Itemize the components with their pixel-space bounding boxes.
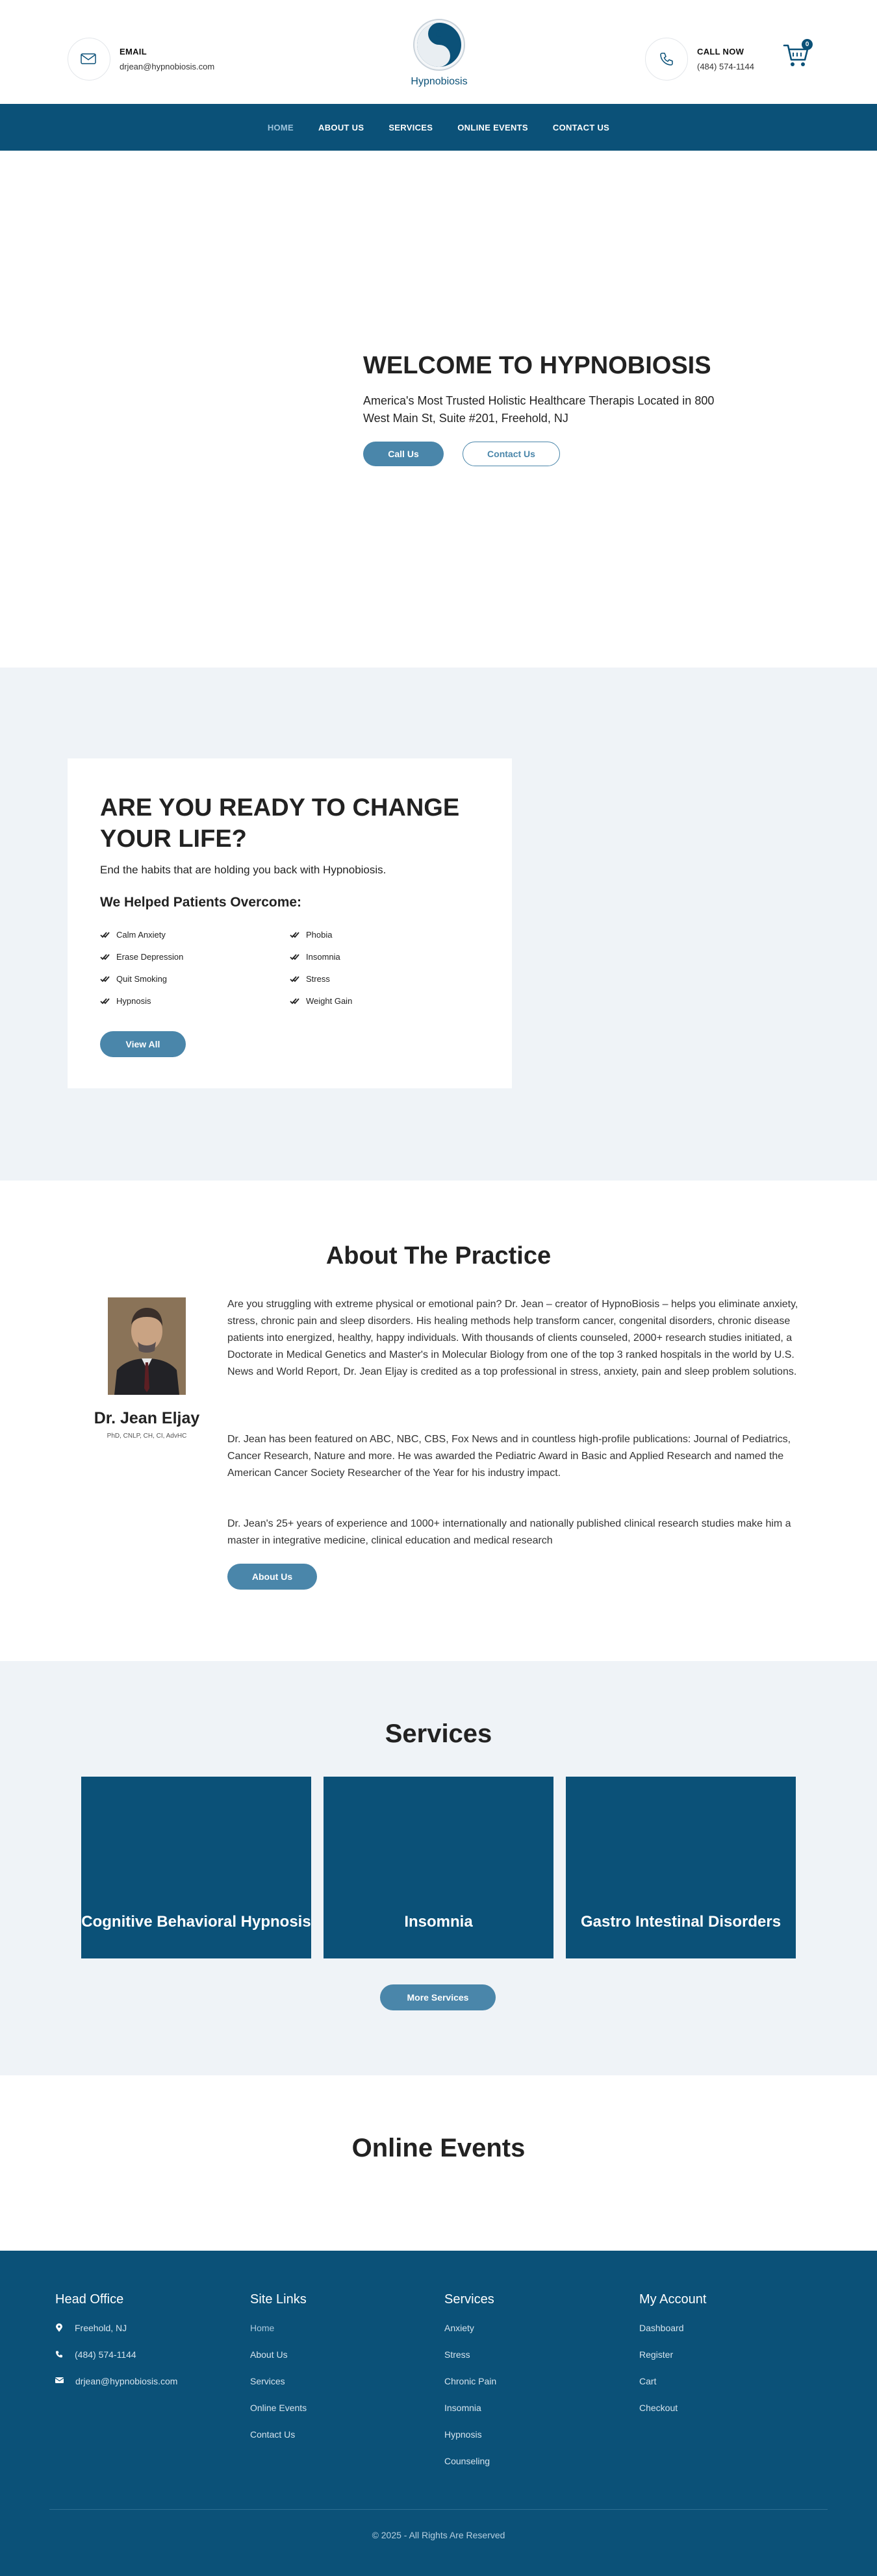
doctor-photo-icon xyxy=(108,1297,186,1395)
footer-heading: Services xyxy=(444,2292,494,2307)
footer-divider xyxy=(49,2509,828,2510)
site-header xyxy=(0,0,877,104)
site-footer xyxy=(0,2251,877,2576)
doctor-portrait xyxy=(108,1297,186,1395)
header-phone-block xyxy=(645,38,754,81)
condition-item xyxy=(290,974,330,984)
cart-button[interactable] xyxy=(783,43,811,69)
service-card[interactable] xyxy=(81,1777,311,1958)
condition-item xyxy=(100,996,151,1006)
double-check-icon xyxy=(290,953,299,961)
header-email-block xyxy=(68,38,214,81)
double-check-icon xyxy=(290,931,299,939)
service-card[interactable] xyxy=(324,1777,553,1958)
condition-item xyxy=(290,996,352,1006)
ready-title: ARE YOU READY TO CHANGE YOUR LIFE? xyxy=(100,794,460,853)
footer-link-services[interactable]: Services xyxy=(250,2376,285,2386)
nav-home[interactable]: HOME xyxy=(267,122,294,132)
footer-site-links xyxy=(250,2292,307,2456)
service-card-title: Insomnia xyxy=(404,1913,473,1931)
doctor-credentials: PhD, CNLP, CH, CI, AdvHC xyxy=(107,1432,187,1440)
ready-section xyxy=(0,668,877,1181)
online-events-title: Online Events xyxy=(351,2134,526,2162)
footer-phone[interactable] xyxy=(55,2349,177,2376)
footer-link-stress[interactable]: Stress xyxy=(444,2349,470,2360)
double-check-icon xyxy=(290,975,299,983)
nav-contact-us[interactable]: CONTACT US xyxy=(552,122,610,132)
condition-item xyxy=(100,952,183,962)
contact-us-button[interactable]: Contact Us xyxy=(463,442,560,466)
footer-link-dashboard[interactable]: Dashboard xyxy=(639,2323,684,2333)
service-card-title: Cognitive Behavioral Hypnosis xyxy=(81,1913,311,1931)
double-check-icon xyxy=(100,931,110,939)
footer-link-online-events[interactable]: Online Events xyxy=(250,2403,307,2413)
footer-email-text: drjean@hypnobiosis.com xyxy=(75,2376,178,2386)
nav-about-us[interactable]: ABOUT US xyxy=(318,122,364,132)
about-paragraph: Are you struggling with extreme physical or emotional pain? Dr. Jean – creator of HypnoBiosis – helps you eliminate anxiety, stress, chronic pain and sleep disorders. His healing methods help transform cancer, congenital disorders, chronic disease patients into energized, healthy, happy individuals. With thousands of clients counseled, 2000+ research studies initiated, a Doctorate in Medical Genetics and Master's in Molecular Biology from one of the top 3 ranked hospitals in the world by U.S. News and World Report, Dr. Jean Eljay is credited as a top professional in stress, anxiety, pain and sleep problem solutions. xyxy=(227,1299,798,1377)
double-check-icon xyxy=(100,975,110,983)
cart-count-badge: 0 xyxy=(802,39,813,50)
footer-link-insomnia[interactable]: Insomnia xyxy=(444,2403,481,2413)
main-nav xyxy=(0,104,877,151)
online-events-section xyxy=(0,2075,877,2251)
nav-online-events[interactable]: ONLINE EVENTS xyxy=(457,122,528,132)
ready-subheading: We Helped Patients Overcome: xyxy=(100,895,302,910)
footer-link-hypnosis[interactable]: Hypnosis xyxy=(444,2429,482,2440)
condition-label: Insomnia xyxy=(306,952,340,962)
about-paragraph: Dr. Jean has been featured on ABC, NBC, CBS, Fox News and in countless high-profile publications: Journal of Pediatrics, Cancer Research, Nature and more. He was awarded the Pediatric Award in Basic and Applied Research and named the American Cancer Society Researcher of the Year for his industry impact. xyxy=(227,1434,791,1479)
footer-services xyxy=(444,2292,496,2482)
copyright-text: © 2025 - All Rights Are Reserved xyxy=(372,2530,505,2540)
condition-label: Erase Depression xyxy=(116,952,184,962)
condition-item xyxy=(100,974,167,984)
footer-location-text: Freehold, NJ xyxy=(75,2323,127,2333)
services-title: Services xyxy=(385,1719,492,1748)
footer-location xyxy=(55,2323,177,2349)
footer-email[interactable] xyxy=(55,2376,177,2403)
nav-services[interactable]: SERVICES xyxy=(388,122,433,132)
footer-link-counseling[interactable]: Counseling xyxy=(444,2456,490,2466)
about-title: About The Practice xyxy=(325,1242,552,1269)
envelope-icon xyxy=(55,2377,64,2384)
yin-yang-logo-icon xyxy=(413,18,466,71)
double-check-icon xyxy=(290,997,299,1005)
about-paragraph: Dr. Jean's 25+ years of experience and 1000+ internationally and nationally published clinical research studies make him a master in integrative medicine, clinical education and medical research xyxy=(227,1518,791,1546)
double-check-icon xyxy=(100,997,110,1005)
condition-item xyxy=(100,930,166,940)
condition-label: Weight Gain xyxy=(306,996,353,1006)
hero-title: WELCOME TO HYPNOBIOSIS xyxy=(363,352,711,379)
services-section xyxy=(0,1661,877,2075)
hero-subtitle: America's Most Trusted Holistic Healthcare Therapis Located in 800 West Main St, Suite #201, Freehold, NJ xyxy=(363,394,715,425)
footer-link-anxiety[interactable]: Anxiety xyxy=(444,2323,474,2333)
envelope-icon xyxy=(68,38,110,81)
call-value[interactable]: (484) 574-1144 xyxy=(697,62,754,71)
more-services-button[interactable]: More Services xyxy=(380,1984,496,2010)
ready-card xyxy=(68,758,512,1088)
double-check-icon xyxy=(100,953,110,961)
condition-label: Quit Smoking xyxy=(116,974,168,984)
call-us-button[interactable]: Call Us xyxy=(363,442,444,466)
footer-heading: Site Links xyxy=(250,2292,307,2307)
about-us-button[interactable]: About Us xyxy=(227,1564,317,1590)
service-card-title: Gastro Intestinal Disorders xyxy=(580,1913,782,1931)
footer-link-checkout[interactable]: Checkout xyxy=(639,2403,678,2413)
footer-heading: Head Office xyxy=(55,2292,124,2307)
condition-label: Stress xyxy=(306,974,330,984)
condition-label: Phobia xyxy=(306,930,333,940)
phone-icon xyxy=(645,38,688,81)
footer-link-about-us[interactable]: About Us xyxy=(250,2349,288,2360)
condition-label: Hypnosis xyxy=(116,996,151,1006)
about-section xyxy=(0,1181,877,1661)
footer-link-contact-us[interactable]: Contact Us xyxy=(250,2429,296,2440)
service-card[interactable] xyxy=(566,1777,796,1958)
condition-item xyxy=(290,930,332,940)
view-all-button[interactable]: View All xyxy=(100,1031,186,1057)
doctor-name: Dr. Jean Eljay xyxy=(94,1409,200,1427)
site-logo[interactable] xyxy=(408,18,470,88)
ready-description: End the habits that are holding you back with Hypnobiosis. xyxy=(100,864,387,876)
footer-phone-text: (484) 574-1144 xyxy=(75,2349,136,2360)
footer-my-account xyxy=(639,2292,706,2429)
hero-section xyxy=(0,151,877,668)
condition-item xyxy=(290,952,340,962)
footer-link-chronic-pain[interactable]: Chronic Pain xyxy=(444,2376,497,2386)
footer-link-register[interactable]: Register xyxy=(639,2349,674,2360)
email-label: EMAIL xyxy=(120,47,147,56)
logo-name: Hypnobiosis xyxy=(411,76,468,87)
call-label: CALL NOW xyxy=(697,47,744,56)
footer-link-cart[interactable]: Cart xyxy=(639,2376,657,2386)
email-value[interactable]: drjean@hypnobiosis.com xyxy=(120,62,215,71)
footer-heading: My Account xyxy=(639,2292,707,2307)
map-pin-icon xyxy=(55,2323,63,2332)
condition-label: Calm Anxiety xyxy=(116,930,166,940)
footer-head-office xyxy=(55,2292,177,2403)
phone-icon xyxy=(55,2350,63,2358)
footer-link-home[interactable]: Home xyxy=(250,2323,275,2333)
